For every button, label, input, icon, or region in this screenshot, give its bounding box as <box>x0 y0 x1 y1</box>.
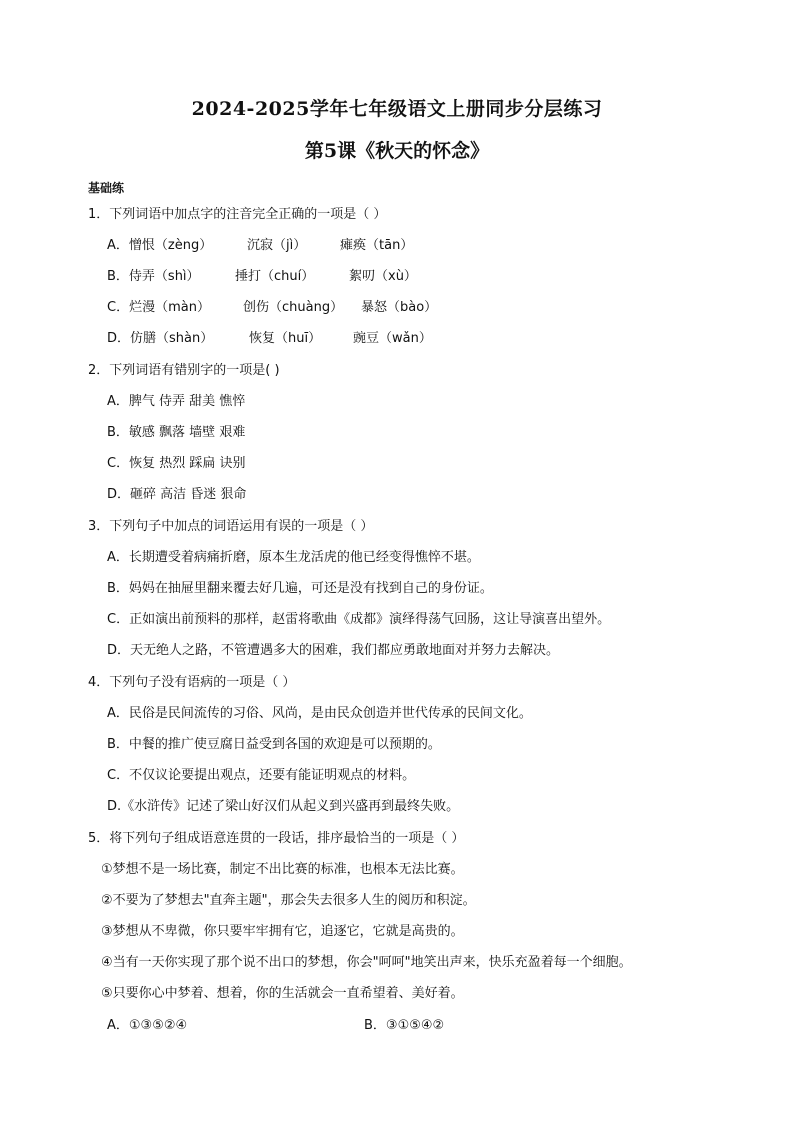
option-word: 暴怒（bào） <box>361 300 438 315</box>
question-3-option-a: A．长期遭受着病痛折磨，原本生龙活虎的他已经变得憔悴不堪。 <box>107 550 480 565</box>
option-word: A．憎恨（zèng） <box>107 238 213 253</box>
question-5-sentence-4: ④当有一天你实现了那个说不出口的梦想，你会"呵呵"地笑出声来，快乐充盈着每一个细胞。 <box>101 955 632 970</box>
question-2-option-c: C．恢复 热烈 踩扁 诀别 <box>107 456 246 471</box>
question-3-option-b: B．妈妈在抽屉里翻来覆去好几遍，可还是没有找到自己的身份证。 <box>107 581 493 596</box>
option-word: 捶打（chuí） <box>235 269 315 284</box>
option-word: 絮叨（xù） <box>349 269 417 284</box>
question-4-option-a: A．民俗是民间流传的习俗、风尚，是由民众创造并世代传承的民间文化。 <box>107 706 532 721</box>
question-4-stem: 4．下列句子没有语病的一项是（ ） <box>88 675 296 690</box>
question-3-option-d: D．天无绝人之路，不管遭遇多大的困难，我们都应勇敢地面对并努力去解决。 <box>107 643 560 658</box>
lesson-title: 第5课《秋天的怀念》 <box>304 140 490 162</box>
question-5-sentence-5: ⑤只要你心中梦着、想着，你的生活就会一直希望着、美好着。 <box>101 986 464 1001</box>
question-2-option-d: D．砸碎 高洁 昏迷 狠命 <box>107 487 247 502</box>
question-4-option-b: B．中餐的推广使豆腐日益受到各国的欢迎是可以预期的。 <box>107 737 441 752</box>
option-word: 瘫痪（tān） <box>340 238 414 253</box>
question-1-stem: 1．下列词语中加点字的注音完全正确的一项是（ ） <box>88 207 387 222</box>
question-5-option-a: A．①③⑤②④ <box>107 1018 188 1033</box>
question-3-stem: 3．下列句子中加点的词语运用有误的一项是（ ） <box>88 519 374 534</box>
question-4-option-c: C．不仅议论要提出观点，还要有能证明观点的材料。 <box>107 768 416 783</box>
option-word: D．仿膳（shàn） <box>107 331 214 346</box>
question-4-option-d: D.《水浒传》记述了梁山好汉们从起义到兴盛再到最终失败。 <box>107 799 460 814</box>
question-5-stem: 5．将下列句子组成语意连贯的一段话，排序最恰当的一项是（ ） <box>88 831 465 846</box>
question-5-sentence-1: ①梦想不是一场比赛，制定不出比赛的标准，也根本无法比赛。 <box>101 862 464 877</box>
document-title: 2024-2025学年七年级语文上册同步分层练习 <box>191 98 603 120</box>
option-word: C．烂漫（màn） <box>107 300 210 315</box>
option-word: 沉寂（jì） <box>247 238 307 253</box>
option-word: B．侍弄（shì） <box>107 269 200 284</box>
question-5-sentence-3: ③梦想从不卑微，你只要牢牢拥有它，追逐它，它就是高贵的。 <box>101 924 464 939</box>
question-2-option-a: A．脾气 侍弄 甜美 憔悴 <box>107 394 246 409</box>
option-word: 豌豆（wǎn） <box>353 331 432 346</box>
question-2-stem: 2．下列词语有错别字的一项是( ) <box>88 363 280 378</box>
question-3-option-c: C．正如演出前预料的那样，赵雷将歌曲《成都》演绎得荡气回肠，这让导演喜出望外。 <box>107 612 611 627</box>
question-2-option-b: B．敏感 飘落 墙壁 艰难 <box>107 425 246 440</box>
option-word: 创伤（chuàng） <box>243 300 344 315</box>
question-5-option-b: B．③①⑤④② <box>364 1018 445 1033</box>
section-label: 基础练 <box>88 181 125 195</box>
question-5-sentence-2: ②不要为了梦想去"直奔主题"，那会失去很多人生的阅历和积淀。 <box>101 893 476 908</box>
option-word: 恢复（huī） <box>249 331 322 346</box>
